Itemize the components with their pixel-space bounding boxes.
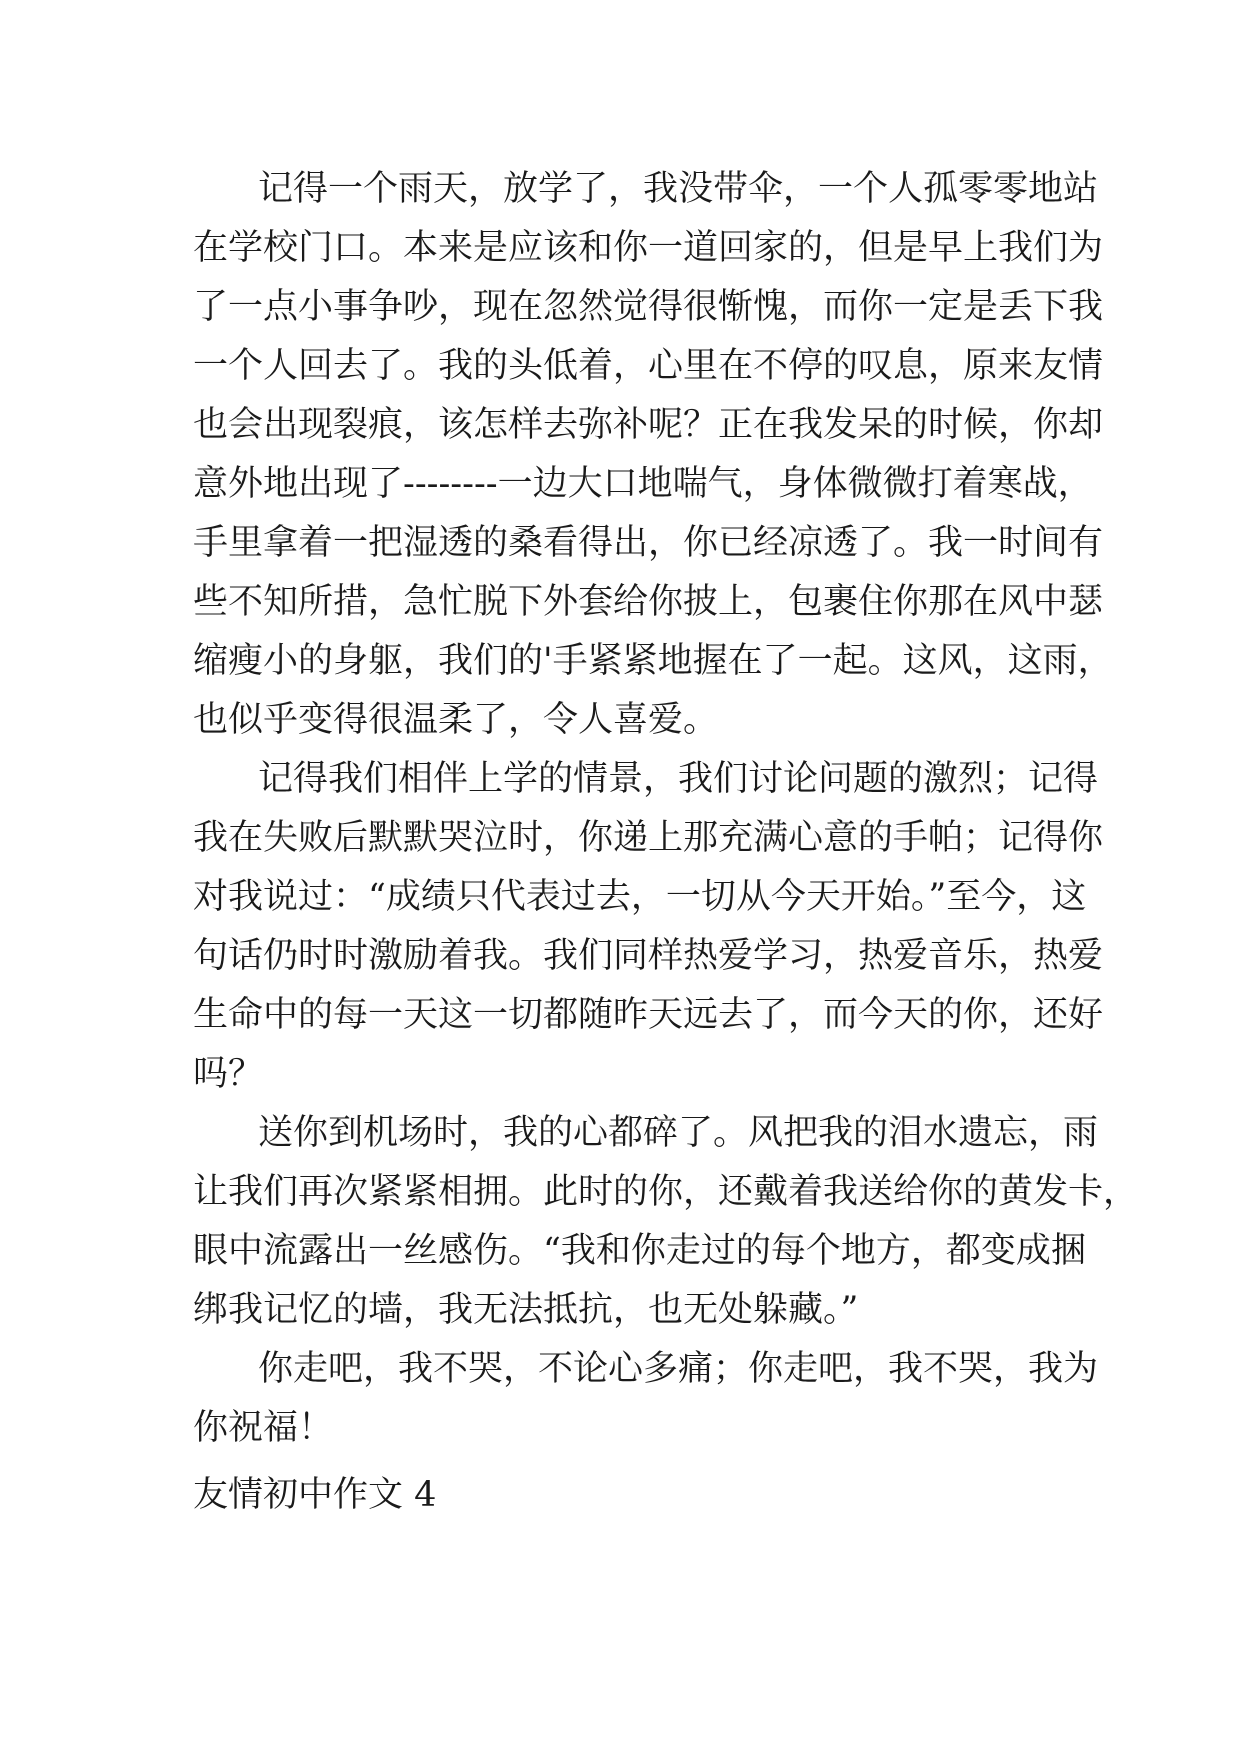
- paragraph-line: 我在失败后默默哭泣时，你递上那充满心意的手帕；记得你: [193, 818, 1104, 858]
- paragraph-line: 记得一个雨天，放学了，我没带伞，一个人孤零零地站: [258, 169, 1099, 209]
- paragraph-line: 也会出现裂痕，该怎样去弥补呢？正在我发呆的时候，你却: [193, 405, 1104, 445]
- paragraph-line: 句话仍时时激励着我。我们同样热爱学习，热爱音乐，热爱: [193, 936, 1104, 976]
- paragraph: [193, 1340, 1099, 1458]
- paragraph-line: 缩瘦小的身躯，我们的'手紧紧地握在了一起。这风，这雨，: [193, 641, 1113, 681]
- paragraph-line: 送你到机场时，我的心都碎了。风把我的泪水遗忘，雨: [258, 1113, 1099, 1153]
- paragraph: [193, 1104, 1139, 1340]
- paragraph-line: 手里拿着一把湿透的桑看得出，你已经凉透了。我一时间有: [193, 523, 1104, 563]
- section-heading: 友情初中作文 4: [193, 1475, 437, 1515]
- paragraph-line: 也似乎变得很温柔了，令人喜爱。: [193, 700, 719, 740]
- paragraph-line: 记得我们相伴上学的情景，我们讨论问题的激烈；记得: [258, 759, 1099, 799]
- paragraph-line: 吗？: [193, 1054, 264, 1094]
- paragraph-line: 你祝福！: [193, 1408, 334, 1448]
- paragraph-line: 在学校门口。本来是应该和你一道回家的，但是早上我们为: [193, 228, 1104, 268]
- paragraph-line: 些不知所措，急忙脱下外套给你披上，包裹住你那在风中瑟: [193, 582, 1104, 622]
- paragraph: [193, 160, 1113, 750]
- paragraph-line: 绑我记忆的墙，我无法抵抗，也无处躲藏。”: [193, 1290, 859, 1330]
- paragraph-line: 了一点小事争吵，现在忽然觉得很惭愧，而你一定是丢下我: [193, 287, 1104, 327]
- paragraph-line: 眼中流露出一丝感伤。“我和你走过的每个地方，都变成捆: [193, 1231, 1086, 1271]
- paragraph-line: 对我说过：“成绩只代表过去，一切从今天开始。”至今，这: [193, 877, 1087, 917]
- paragraph-line: 生命中的每一天这一切都随昨天远去了，而今天的你，还好: [193, 995, 1104, 1035]
- paragraph-line: 一个人回去了。我的头低着，心里在不停的叹息，原来友情: [193, 346, 1104, 386]
- paragraph: [193, 750, 1104, 1104]
- paragraph-line: 让我们再次紧紧相拥。此时的你，还戴着我送给你的黄发卡，: [193, 1172, 1139, 1212]
- essay-body: [193, 160, 1139, 1458]
- paragraph-line: 意外地出现了--------一边大口地喘气，身体微微打着寒战，: [193, 464, 1093, 504]
- paragraph-line: 你走吧，我不哭，不论心多痛；你走吧，我不哭，我为: [258, 1349, 1099, 1389]
